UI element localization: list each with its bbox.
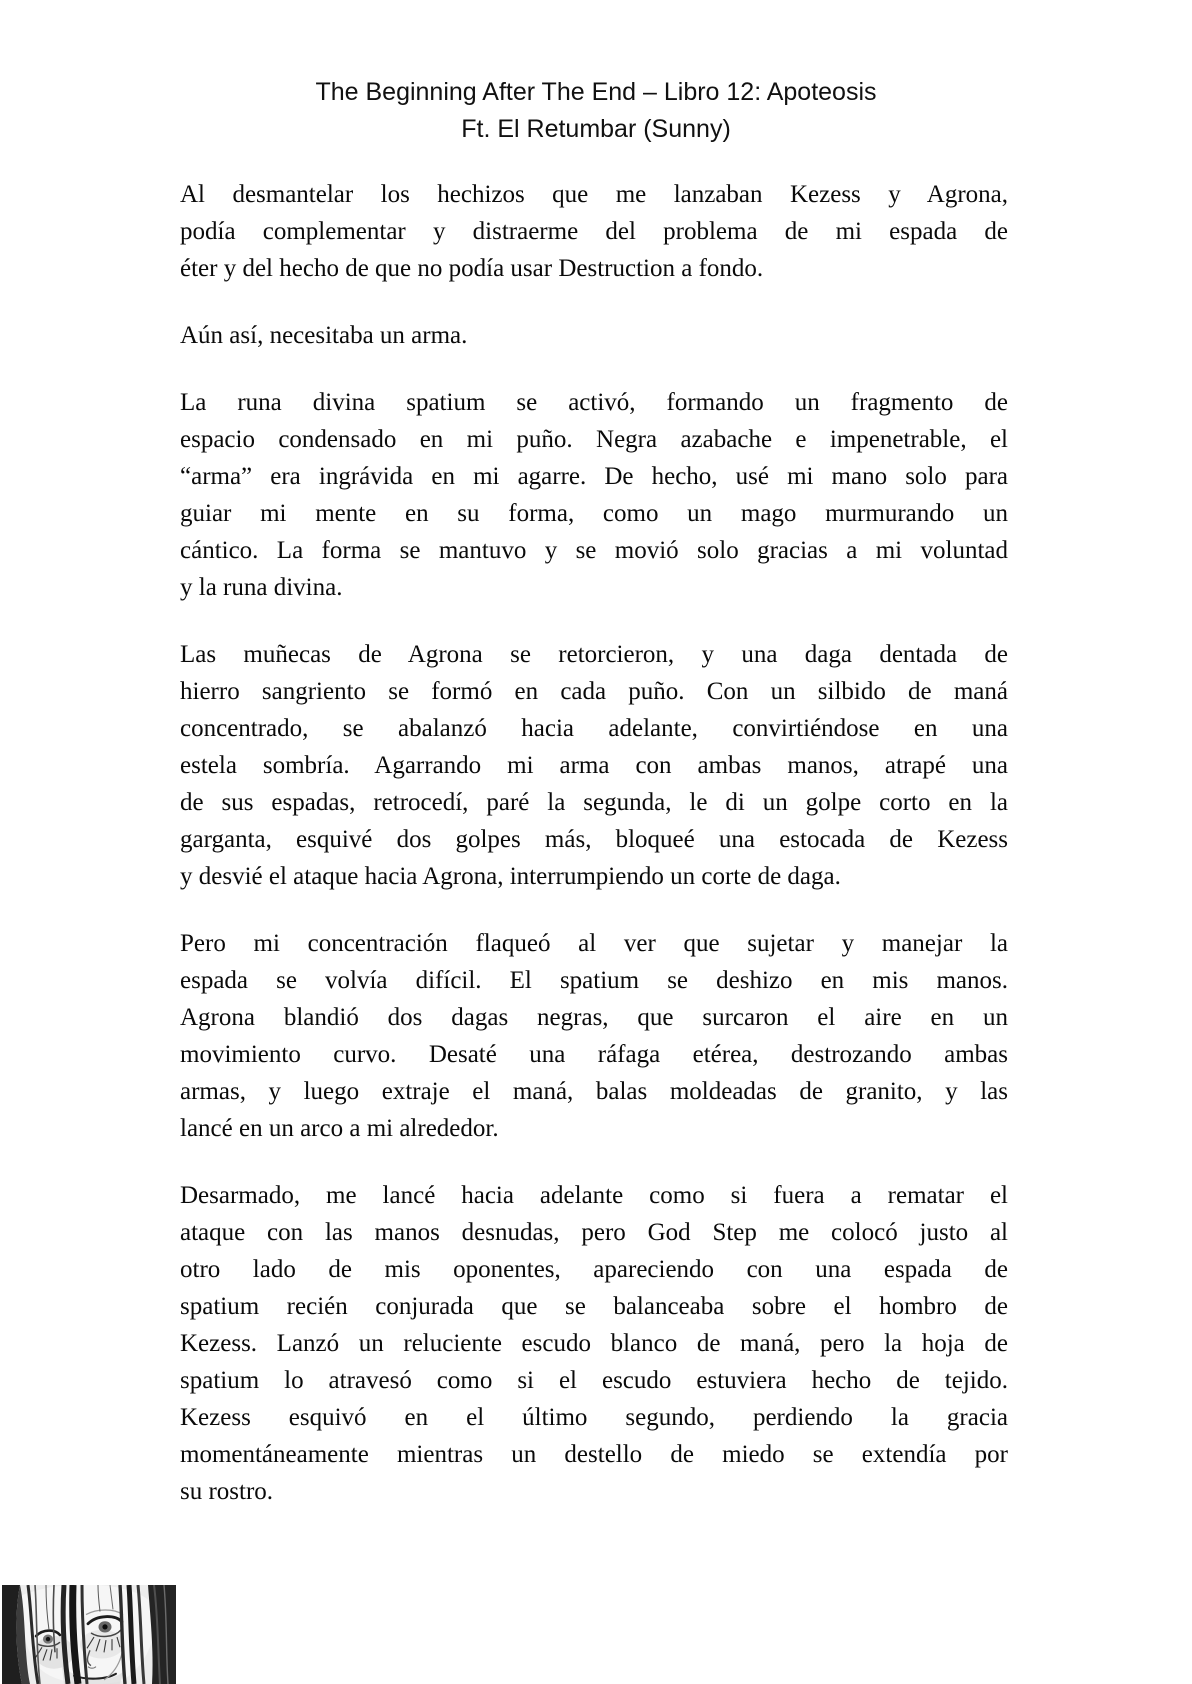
text-line: de sus espadas, retrocedí, paré la segunda, le di un golpe corto en la: [180, 789, 1008, 816]
text-line: movimiento curvo. Desaté una ráfaga etérea, destrozando ambas: [180, 1041, 1008, 1068]
paragraph: [180, 636, 1008, 895]
text-line: hierro sangriento se formó en cada puño. Con un silbido de maná: [180, 678, 1008, 705]
document-body: [180, 176, 1008, 1540]
text-line: La runa divina spatium se activó, formando un fragmento de: [180, 389, 1008, 416]
text-line: spatium lo atravesó como si el escudo estuviera hecho de tejido.: [180, 1367, 1008, 1394]
document-title: The Beginning After The End – Libro 12: Apoteosis: [315, 78, 877, 106]
paragraph: [180, 317, 1008, 354]
text-line: concentrado, se abalanzó hacia adelante, convirtiéndose en una: [180, 715, 1008, 742]
manga-face-image: [2, 1585, 176, 1684]
paragraph: [180, 384, 1008, 606]
text-line: Pero mi concentración flaqueó al ver que sujetar y manejar la: [180, 930, 1008, 957]
text-line: Kezess. Lanzó un reluciente escudo blanco de maná, pero la hoja de: [180, 1330, 1008, 1357]
text-line: garganta, esquivé dos golpes más, bloqueé una estocada de Kezess: [180, 826, 1008, 853]
paragraph: [180, 176, 1008, 287]
text-line: Desarmado, me lancé hacia adelante como si fuera a rematar el: [180, 1182, 1008, 1209]
text-line: Aún así, necesitaba un arma.: [180, 322, 468, 349]
text-line: Las muñecas de Agrona se retorcieron, y una daga dentada de: [180, 641, 1008, 668]
text-line: Al desmantelar los hechizos que me lanzaban Kezess y Agrona,: [180, 181, 1008, 208]
text-line: spatium recién conjurada que se balanceaba sobre el hombro de: [180, 1293, 1008, 1320]
text-line: armas, y luego extraje el maná, balas moldeadas de granito, y las: [180, 1078, 1008, 1105]
text-line: Kezess esquivó en el último segundo, perdiendo la gracia: [180, 1404, 1008, 1431]
text-line: momentáneamente mientras un destello de miedo se extendía por: [180, 1441, 1008, 1468]
document-header: [0, 0, 1192, 148]
document-subtitle: Ft. El Retumbar (Sunny): [461, 115, 731, 143]
text-line: su rostro.: [180, 1478, 274, 1505]
text-line: podía complementar y distraerme del problema de mi espada de: [180, 218, 1008, 245]
text-line: lancé en un arco a mi alrededor.: [180, 1115, 499, 1142]
text-line: y desvié el ataque hacia Agrona, interrumpiendo un corte de daga.: [180, 863, 841, 890]
text-line: guiar mi mente en su forma, como un mago murmurando un: [180, 500, 1008, 527]
text-line: espacio condensado en mi puño. Negra azabache e impenetrable, el: [180, 426, 1008, 453]
paragraph: [180, 925, 1008, 1147]
text-line: otro lado de mis oponentes, apareciendo con una espada de: [180, 1256, 1008, 1283]
text-line: cántico. La forma se mantuvo y se movió solo gracias a mi voluntad: [180, 537, 1008, 564]
text-line: ataque con las manos desnudas, pero God Step me colocó justo al: [180, 1219, 1008, 1246]
text-line: Agrona blandió dos dagas negras, que surcaron el aire en un: [180, 1004, 1008, 1031]
paragraph: [180, 1177, 1008, 1510]
text-line: estela sombría. Agarrando mi arma con ambas manos, atrapé una: [180, 752, 1008, 779]
text-line: y la runa divina.: [180, 574, 343, 601]
text-line: “arma” era ingrávida en mi agarre. De hecho, usé mi mano solo para: [180, 463, 1008, 490]
manga-face-illustration: [2, 1585, 176, 1684]
text-line: espada se volvía difícil. El spatium se deshizo en mis manos.: [180, 967, 1008, 994]
text-line: éter y del hecho de que no podía usar Destruction a fondo.: [180, 255, 764, 282]
